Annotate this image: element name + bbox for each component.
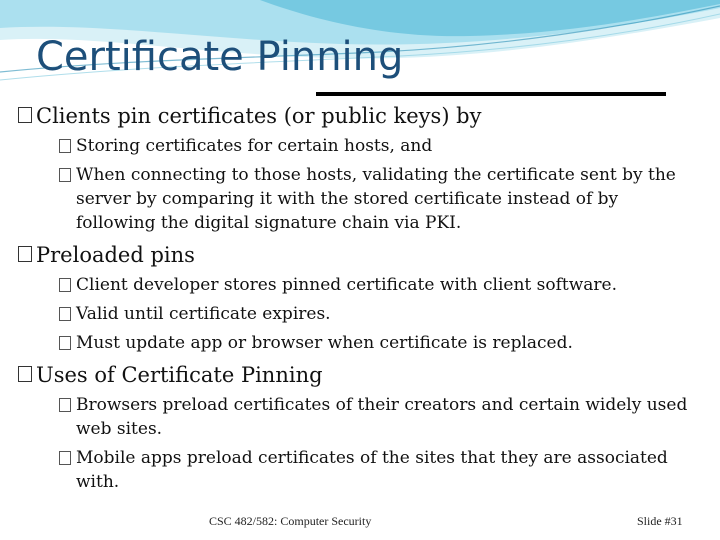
slide-title: Certificate Pinning	[36, 34, 404, 80]
bullet-icon	[59, 398, 71, 412]
bullet-icon	[18, 107, 32, 123]
list-item: Browsers preload certificates of their creators and certain widely used web sites.	[76, 393, 688, 441]
list-item: Storing certificates for certain hosts, and	[76, 134, 688, 158]
list-item: Must update app or browser when certificate is replaced.	[76, 331, 688, 355]
bullet-icon	[18, 246, 32, 262]
bullet-icon	[18, 366, 32, 382]
bullet-icon	[59, 336, 71, 350]
section-heading-preloaded: Preloaded pins	[18, 241, 698, 269]
bullet-icon	[59, 278, 71, 292]
list-item: Client developer stores pinned certificate with client software.	[76, 273, 688, 297]
list-item: Mobile apps preload certificates of the sites that they are associated with.	[76, 446, 688, 494]
list-item: When connecting to those hosts, validating the certificate sent by the server by comparing it with the stored certificate instead of by following the digital signature chain via PKI.	[76, 163, 688, 235]
section-heading-pinning: Clients pin certificates (or public keys) by	[18, 102, 698, 130]
bullet-icon	[59, 139, 71, 153]
bullet-icon	[59, 307, 71, 321]
footer-course: CSC 482/582: Computer Security	[209, 514, 372, 528]
footer-slide-number: Slide #31	[637, 514, 683, 528]
slide-body	[18, 100, 698, 499]
title-underline	[316, 92, 666, 96]
section-heading-uses: Uses of Certificate Pinning	[18, 361, 698, 389]
bullet-icon	[59, 451, 71, 465]
list-item: Valid until certificate expires.	[76, 302, 688, 326]
bullet-icon	[59, 168, 71, 182]
